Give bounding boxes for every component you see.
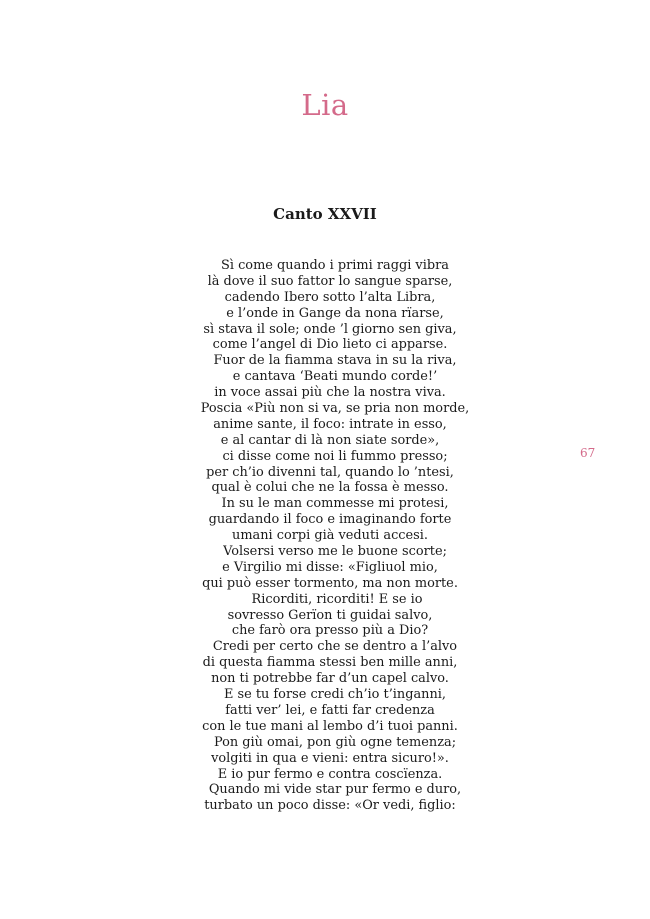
poem-line: sì stava il sole; onde ’l giorno sen giva, [203,321,457,337]
poem-line: e al cantar di là non siate sorde», [220,432,440,448]
poem-line: guardando il foco e imaginando forte [208,512,452,528]
poem-line: come l’angel di Dio lieto ci apparse. [212,337,448,353]
poem-line: Volsersi verso me le buone scorte; [223,544,447,560]
poem-line: ci disse come noi li fummo presso; [222,448,448,464]
canto-heading: Canto XXVII [273,205,377,223]
poem-line: che farò ora presso più a Dio? [231,623,429,639]
poem-line: qual è colui che ne la fossa è messo. [211,480,449,496]
poem-line: qui può esser tormento, ma non morte. [202,575,458,591]
poem-line: di questa fiamma stessi ben mille anni, [202,655,458,671]
poem-line: Quando mi vide star pur fermo e duro, [208,782,462,798]
poem-line: e cantava ‘Beati mundo corde!’ [232,369,438,385]
poem-line: E se tu forse credi ch’io t’inganni, [223,687,446,703]
poem-line: turbato un poco disse: «Or vedi, figlio: [204,798,456,814]
poem-line: Fuor de la fiamma stava in su la riva, [213,353,457,369]
poem-line: anime sante, il foco: intrate in esso, [213,416,447,432]
poem-line: Pon giù omai, pon giù ogne temenza; [213,734,457,750]
poem-text [160,258,500,814]
poem-line: Poscia «Più non si va, se pria non morde, [200,401,470,417]
poem-line: in voce assai più che la nostra viva. [214,385,446,401]
poem-line: E io pur fermo e contra coscïenza. [217,766,443,782]
poem-line: Sì come quando i primi raggi vibra [221,258,449,273]
poem-line: Credi per certo che se dentro a l’alvo [212,639,458,655]
poem-line: con le tue mani al lembo d’i tuoi panni. [202,718,458,734]
poem-line: sovresso Gerïon ti guidai salvo, [227,607,433,623]
poem-line: non ti potrebbe far d’un capel calvo. [211,671,449,687]
poem-line: fatti ver’ lei, e fatti far credenza [225,702,435,718]
poem-line: per ch’io divenni tal, quando lo ’ntesi, [206,464,454,480]
poem-line: e l’onde in Gange da nona rïarse, [226,305,444,321]
poem-line: Ricorditi, ricorditi! E se io [251,591,423,607]
poem-line: In su le man commesse mi protesi, [221,496,449,512]
poem-line: là dove il suo fattor lo sangue sparse, [207,273,453,289]
poem-line: volgiti in qua e vieni: entra sicuro!». [211,750,449,766]
page-number: 67 [580,446,596,460]
poem-line: umani corpi già veduti accesi. [232,528,428,544]
page-title: Lia [301,88,349,122]
poem-line: cadendo Ibero sotto l’alta Libra, [224,289,436,305]
poem-line: e Virgilio mi disse: «Figliuol mio, [222,559,438,575]
